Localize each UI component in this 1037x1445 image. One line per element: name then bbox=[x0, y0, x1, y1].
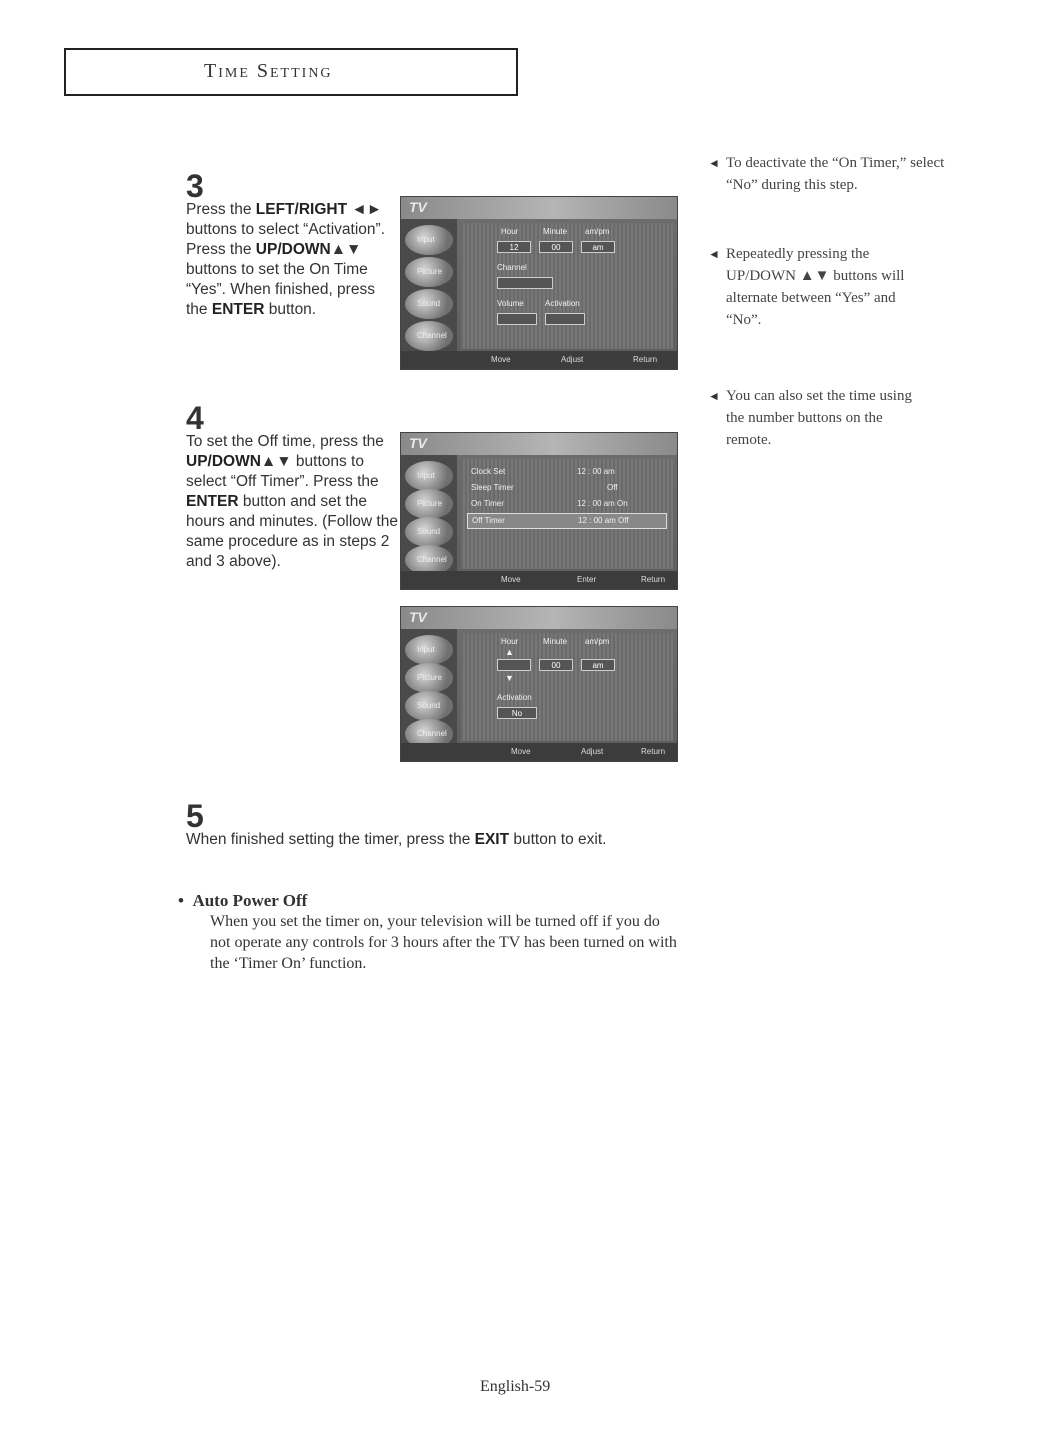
menu-row-on-timer[interactable]: On Timer 12 : 00 am On bbox=[471, 499, 628, 508]
page-title: Time Setting bbox=[204, 60, 333, 82]
arrow-up-icon: ▲ bbox=[505, 647, 514, 657]
menu-row-clock-set[interactable]: Clock Set 12 : 00 am bbox=[471, 467, 615, 476]
sidebar: Input Picture Sound Channel bbox=[401, 629, 457, 743]
page-header bbox=[64, 48, 518, 96]
ampm-field[interactable]: am bbox=[581, 241, 615, 253]
tv-logo: TV bbox=[409, 199, 427, 215]
hour-field[interactable] bbox=[497, 659, 531, 671]
tv-screen-setup-menu bbox=[400, 432, 678, 590]
step-4-number: 4 bbox=[186, 400, 204, 436]
channel-field[interactable] bbox=[497, 277, 553, 289]
auto-power-off-note bbox=[178, 890, 678, 974]
note-1: ◄ To deactivate the “On Timer,” select “No” during this step. bbox=[726, 152, 976, 196]
note-3: ◄ You can also set the time using the number buttons on the remote. bbox=[726, 385, 926, 451]
step-4-text: To set the Off time, press the UP/DOWN▲▼ buttons to select “Off Timer”. Press the ENTER button and set the hours and minutes. (Follow the same procedure as in steps 2 and 3 above). bbox=[186, 433, 398, 570]
sidebar: Input Picture Sound Channel bbox=[401, 219, 457, 351]
step-5-text: When finished setting the timer, press the EXIT button to exit. bbox=[186, 831, 607, 848]
menu-row-off-timer[interactable]: Off Timer 12 : 00 am Off bbox=[467, 513, 667, 529]
minute-field[interactable]: 00 bbox=[539, 241, 573, 253]
screen-footer: Move Adjust Return bbox=[401, 351, 677, 369]
note-arrow-icon: ◄ bbox=[708, 389, 720, 403]
hour-field[interactable]: 12 bbox=[497, 241, 531, 253]
sidebar: Input Picture Sound Channel bbox=[401, 455, 457, 571]
note-arrow-icon: ◄ bbox=[708, 156, 720, 170]
arrow-down-icon: ▼ bbox=[505, 673, 514, 683]
tv-screen-on-timer: TV Input Picture Sound Channel Hour Minute am/pm 12 00 am Channel Volume Activation Move Adjust Return bbox=[400, 196, 678, 370]
menu-row-sleep-timer[interactable]: Sleep Timer Off bbox=[471, 483, 618, 492]
auto-power-off-body: When you set the timer on, your television will be turned off if you do not operate any controls for 3 hours after the TV has been turned on with the ‘Timer On’ function. bbox=[210, 913, 677, 972]
page-number: English-59 bbox=[480, 1378, 551, 1395]
auto-power-off-title: • Auto Power Off bbox=[178, 891, 308, 910]
activation-field[interactable]: No bbox=[497, 707, 537, 719]
tv-screen-off-timer: TV Input Picture Sound Channel Hour Minute am/pm ▲ 00 am ▼ Activation No Move Adjust Return bbox=[400, 606, 678, 762]
volume-field[interactable] bbox=[497, 313, 537, 325]
screen-footer: Move Adjust Return bbox=[401, 743, 677, 761]
bullet-icon: • bbox=[178, 891, 184, 910]
screen-footer: Move Enter Return bbox=[401, 571, 677, 589]
tv-logo: TV bbox=[409, 609, 427, 625]
tv-logo: TV bbox=[409, 435, 427, 451]
note-2: ◄ Repeatedly pressing the UP/DOWN ▲▼ buttons will alternate between “Yes” and “No”. bbox=[726, 243, 916, 331]
step-5-number: 5 bbox=[186, 798, 204, 834]
activation-field[interactable] bbox=[545, 313, 585, 325]
ampm-field[interactable]: am bbox=[581, 659, 615, 671]
minute-field[interactable]: 00 bbox=[539, 659, 573, 671]
step-3-text: Press the LEFT/RIGHT ◄► buttons to select “Activation”. Press the UP/DOWN▲▼ buttons to set the On Time “Yes”. When finished, press the ENTER button. bbox=[186, 201, 386, 318]
note-arrow-icon: ◄ bbox=[708, 247, 720, 261]
step-3-number: 3 bbox=[186, 168, 204, 204]
